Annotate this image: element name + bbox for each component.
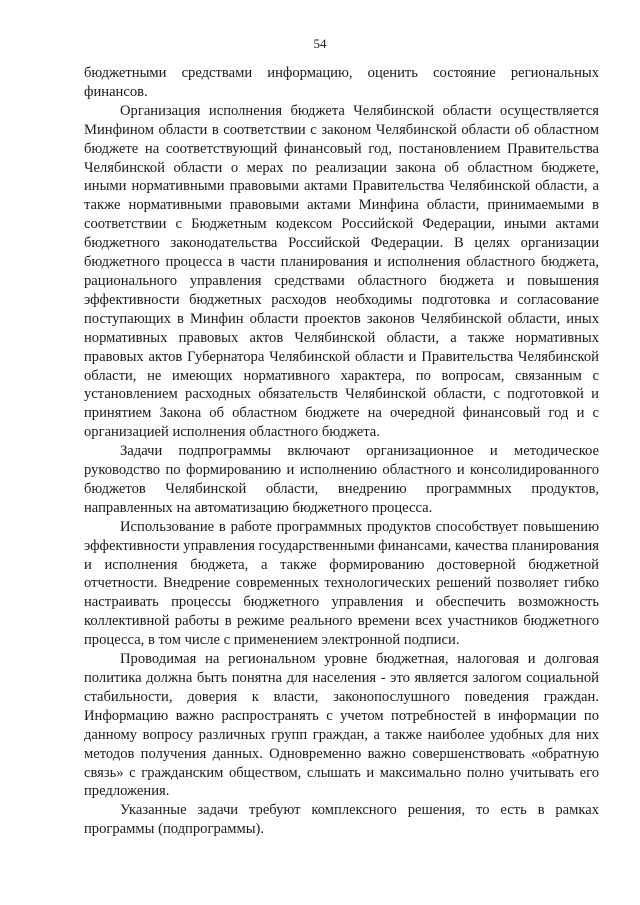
page-number: 54 [313, 36, 327, 51]
paragraph-2: Организация исполнения бюджета Челябинской области осуществляется Минфином области в соответствии с законом Челябинской области об областном бюджете на соответствующий финансовый год, постановлением Правительства Челябинской области о мерах по реализации закона об областном бюджете, иными нормативными правовыми актами Правительства Челябинской области, а также нормативными правовыми актами Минфина области, принимаемыми в соответствии с Бюджетным кодексом Российской Федерации, иными актами бюджетного законодательства Российской Федерации. В целях организации бюджетного процесса в части планирования и исполнения областного бюджета, рационального управления средствами областного бюджета и повышения эффективности бюджетных расходов необходимы подготовка и согласование поступающих в Минфин области проектов законов Челябинской области, иных нормативных правовых актов Челябинской области, а также нормативных правовых актов Губернатора Челябинской области и Правительства Челябинской области, не имеющих нормативного характера, по вопросам, связанным с установлением расходных обязательств Челябинской области, с подготовкой и принятием Закона об областном бюджете на очередной финансовый год и с организацией исполнения областного бюджета. [84, 102, 599, 441]
paragraph-6: Указанные задачи требуют комплексного решения, то есть в рамках программы (подпрограммы). [84, 802, 599, 838]
paragraph-3: Задачи подпрограммы включают организационное и методическое руководство по формированию и исполнению областного и консолидированного бюджетов Челябинской области, внедрению программных продуктов, направленных на автоматизацию бюджетного процесса. [84, 443, 599, 516]
paragraph-4: Использование в работе программных продуктов способствует повышению эффективности управления государственными финансами, качества планирования и исполнения бюджета, а также формированию достоверной бюджетной отчетности. Внедрение современных технологических решений позволяет гибко настраивать процессы бюджетного управления и обеспечить возможность коллективной работы в режиме реального времени всех участников бюджетного процесса, в том числе с применением электронной подписи. [84, 518, 599, 649]
paragraph-5: Проводимая на региональном уровне бюджетная, налоговая и долговая политика должна быть понятна для населения - это является залогом социальной стабильности, доверия к власти, законопослушного поведения граждан. Информацию важно распространять с учетом потребностей в информации по данному вопросу различных групп граждан, а также наиболее удобных для них методов получения данных. Одновременно важно совершенствовать «обратную связь» с гражданским обществом, слышать и максимально полно учитывать его предложения. [84, 651, 599, 800]
document-body [84, 64, 599, 839]
paragraph-1: бюджетными средствами информацию, оценить состояние региональных финансов. [84, 65, 599, 100]
